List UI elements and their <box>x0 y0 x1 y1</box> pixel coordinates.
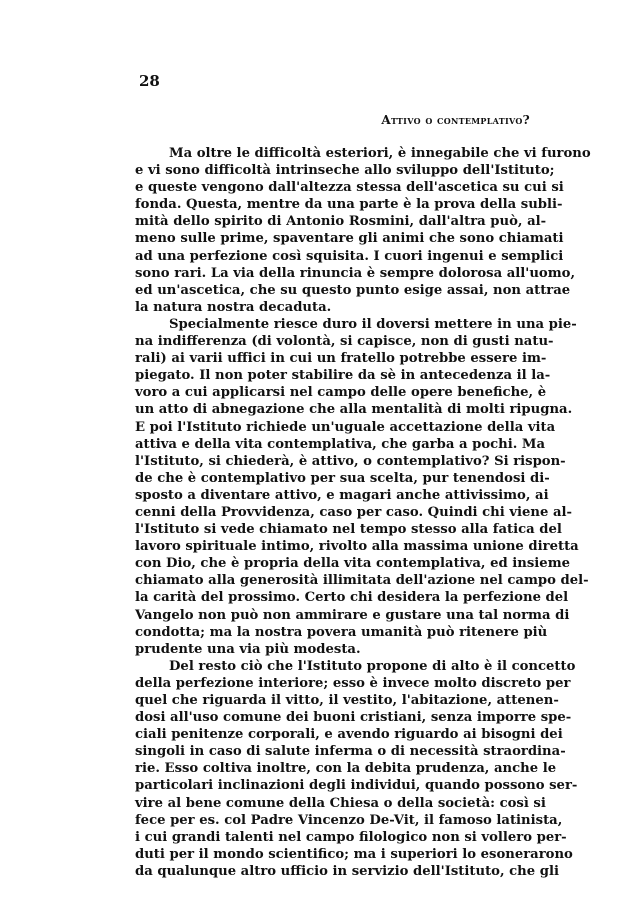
text-line: dosi all'uso comune dei buoni cristiani, senza imporre spe- <box>135 710 572 726</box>
text-line: prudente una via più modesta. <box>135 641 361 657</box>
text-line: ed un'ascetica, che su questo punto esige assai, non attrae <box>135 282 571 298</box>
text-line: l'Istituto si vede chiamato nel tempo stesso alla fatica del <box>135 522 562 538</box>
text-line: rie. Esso coltiva inoltre, con la debita prudenza, anche le <box>135 761 557 777</box>
running-head <box>360 113 530 127</box>
text-line: singoli in caso di salute inferma o di necessità straordina- <box>135 744 566 760</box>
text-line: vire al bene comune della Chiesa o della società: così si <box>135 795 546 811</box>
text-line: da qualunque altro ufficio in servizio dell'Istituto, che gli <box>135 863 559 879</box>
text-line: rali) ai varii uffici in cui un fratello potrebbe essere im- <box>135 351 547 367</box>
text-line: E poi l'Istituto richiede un'uguale accettazione della vita <box>135 419 556 435</box>
text-line: Specialmente riesce duro il doversi mettere in una pie- <box>169 316 577 332</box>
text-line: la carità del prossimo. Certo chi desidera la perfezione del <box>135 590 569 606</box>
text-line: duti per il mondo scientifico; ma i superiori lo esonerarono <box>135 846 573 862</box>
text-line: Vangelo non può non ammirare e gustare una tal norma di <box>135 607 570 623</box>
text-line: con Dio, che è propria della vita contemplativa, ed insieme <box>135 556 571 572</box>
text-line: quel che riguarda il vitto, il vestito, l'abitazione, attenen- <box>135 693 559 708</box>
text-line: un atto di abnegazione che alla mentalità di molti ripugna. <box>135 402 573 418</box>
page-number: 28 <box>139 72 160 90</box>
text-line: lavoro spirituale intimo, rivolto alla massima unione diretta <box>135 539 579 555</box>
text-line: sono rari. La via della rinuncia è sempre dolorosa all'uomo, <box>135 265 576 281</box>
text-line: particolari inclinazioni degli individui, quando possono ser- <box>135 778 578 794</box>
text-line: attiva e della vita contemplativa, che garba a pochi. Ma <box>135 436 546 452</box>
text-line: chiamato alla generosità illimitata dell'azione nel campo del- <box>135 573 589 589</box>
text-line: cenni della Provvidenza, caso per caso. Quindi chi viene al- <box>135 504 573 520</box>
text-line: mità dello spirito di Antonio Rosmini, dall'altra può, al- <box>135 214 547 230</box>
text-line: fece per es. col Padre Vincenzo De-Vit, il famoso latinista, <box>135 812 563 828</box>
text-line: Ma oltre le difficoltà esteriori, è innegabile che vi furono <box>169 146 591 161</box>
text-line: fonda. Questa, mentre da una parte è la prova della subli- <box>135 197 563 213</box>
text-line: Del resto ciò che l'Istituto propone di alto è il concetto <box>169 658 576 674</box>
text-line: de che è contemplativo per sua scelta, pur tenendosi di- <box>135 470 550 486</box>
text-line: e vi sono difficoltà intrinseche allo sviluppo dell'Istituto; <box>135 163 555 179</box>
text-line: l'Istituto, si chiederà, è attivo, o contemplativo? Si rispon- <box>135 453 566 469</box>
text-line: piegato. Il non poter stabilire da sè in antecedenza il la- <box>135 368 551 384</box>
text-line: della perfezione interiore; esso è invece molto discreto per <box>135 675 571 691</box>
text-line: i cui grandi talenti nel campo filologico non si vollero per- <box>135 829 567 845</box>
text-line: ad una perfezione così squisita. I cuori ingenui e semplici <box>135 248 564 264</box>
text-line: ciali penitenze corporali, e avendo riguardo ai bisogni dei <box>135 727 563 743</box>
text-line: la natura nostra decaduta. <box>135 299 332 315</box>
text-line: e queste vengono dall'altezza stessa dell'ascetica su cui si <box>135 180 564 196</box>
text-line: sposto a diventare attivo, e magari anche attivissimo, ai <box>135 487 549 503</box>
text-line: voro a cui applicarsi nel campo delle opere benefiche, è <box>135 385 547 401</box>
running-head-text: Attivo o contemplativo? <box>381 113 530 127</box>
text-line: na indifferenza (di volontà, si capisce, non di gusti natu- <box>135 334 554 350</box>
body-text <box>135 145 591 880</box>
text-line: condotta; ma la nostra povera umanità può ritenere più <box>135 624 548 640</box>
text-line: meno sulle prime, spaventare gli animi che sono chiamati <box>135 231 564 247</box>
